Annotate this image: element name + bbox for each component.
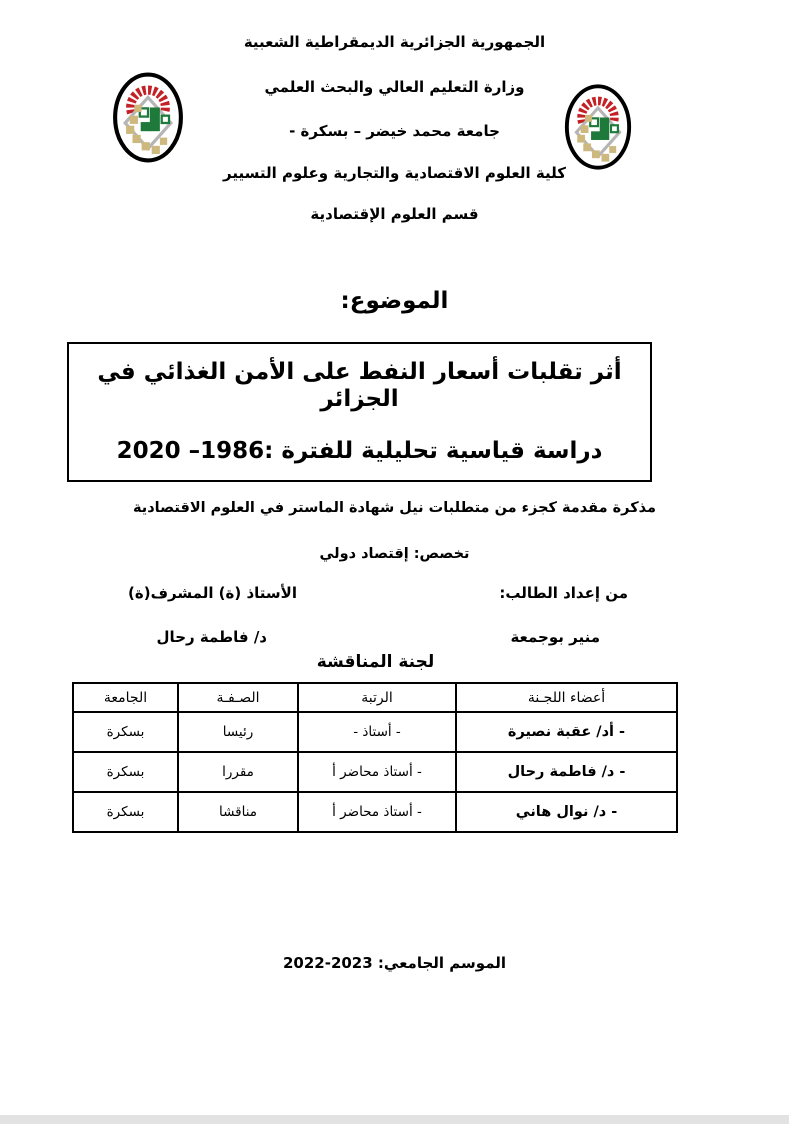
member-university: بسكرة [73,712,178,752]
col-header-rank: الرتبة [298,683,456,712]
member-role: مقررا [178,752,298,792]
page-bottom-edge [0,1115,789,1124]
committee-row [73,792,677,832]
committee-row [73,712,677,752]
university-emblem-right-icon [558,82,638,172]
thesis-title-line1: أثر تقلبات أسعار النفط على الأمن الغذائي في الجزائر [97,359,622,412]
col-header-members: أعضاء اللجـنة [456,683,677,712]
col-header-role: الصـفـة [178,683,298,712]
prepared-by-block [499,584,628,646]
university-emblem-left-icon [106,70,190,165]
prepared-by-label: من إعداد الطالب: [499,584,628,602]
header-republic-line: الجمهورية الجزائرية الديمقراطية الشعبية [243,33,546,51]
supervisor-label: الأستاذ (ة) المشرف(ة) [128,584,297,602]
header-university-line: جامعة محمد خيضر – بسكرة - [289,122,500,140]
subject-heading: الموضوع: [340,288,449,314]
thesis-title-box [67,342,652,482]
supervisor-block [128,584,297,646]
member-name: - د/ فاطمة رحال [456,752,677,792]
member-role: مناقشا [178,792,298,832]
student-name: منير بوجمعة [510,628,600,646]
member-rank: - أستاذ محاضر أ [298,792,456,832]
committee-title: لجنة المناقشة [316,652,435,672]
member-name: - د/ نوال هاني [456,792,677,832]
header-ministry-line: وزارة التعليم العالي والبحث العلمي [264,78,525,96]
committee-row [73,752,677,792]
header-department-line: قسم العلوم الإقتصادية [310,205,479,223]
thesis-title-line2: دراسة قياسية تحليلية للفترة :1986– 2020 [116,438,603,465]
supervisor-name: د/ فاطمة رحال [156,628,267,646]
committee-table [72,682,678,833]
committee-header-row [73,683,677,712]
thesis-note: مذكرة مقدمة كجزء من متطلبات نيل شهادة الماستر في العلوم الاقتصادية [133,500,656,516]
member-rank: - أستاذ محاضر أ [298,752,456,792]
academic-year: الموسم الجامعي: 2023-2022 [282,954,507,972]
member-name: - أد/ عقبة نصيرة [456,712,677,752]
header-faculty-line: كلية العلوم الاقتصادية والتجارية وعلوم التسيير [223,164,566,182]
member-university: بسكرة [73,792,178,832]
member-rank: - أستاذ - [298,712,456,752]
col-header-university: الجامعة [73,683,178,712]
member-role: رئيسا [178,712,298,752]
member-university: بسكرة [73,752,178,792]
specialization: تخصص: إقتصاد دولي [319,546,470,562]
